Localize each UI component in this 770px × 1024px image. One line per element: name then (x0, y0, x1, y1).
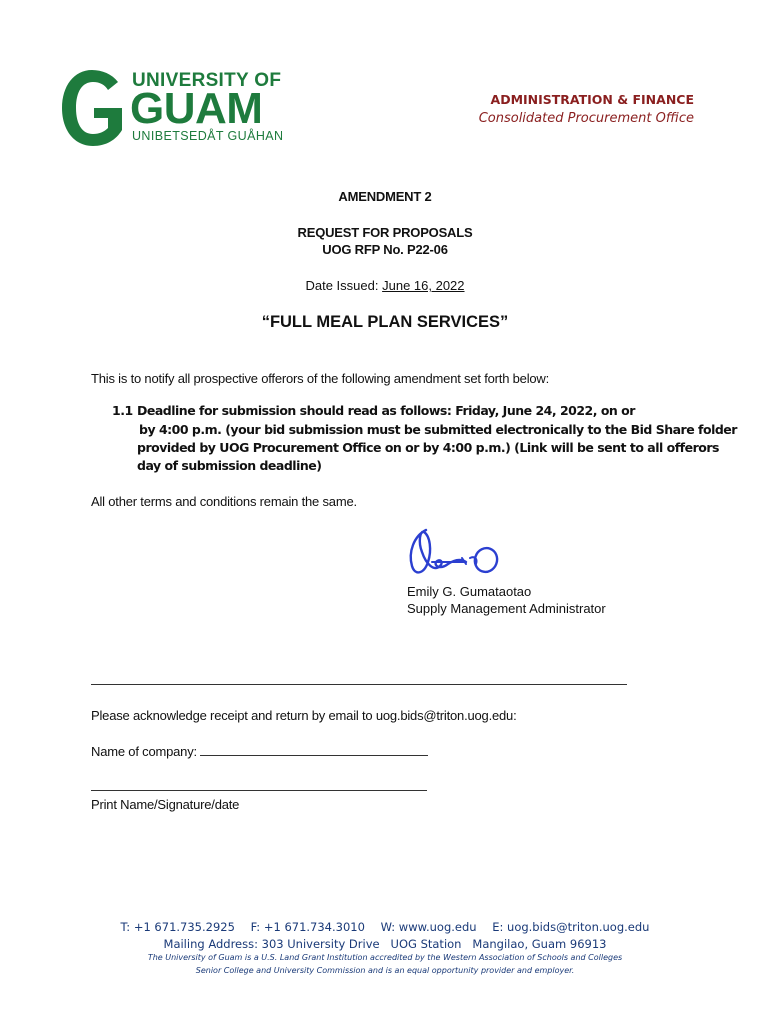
item-line: Deadline for submission should read as follows: Friday, June 24, 2022, on or (137, 403, 635, 418)
company-name-field[interactable] (91, 743, 428, 759)
date-issued-label: Date Issued: (305, 278, 379, 293)
logo-line-chamorro: UNIBETSEDÅT GUÅHAN (132, 129, 284, 143)
logo-line-university-of: UNIVERSITY OF (132, 70, 282, 91)
footer-accreditation-line1: The University of Guam is a U.S. Land Grant Institution accredited by the Western Association of Schools and Colleges (147, 953, 623, 962)
intro-paragraph: This is to notify all prospective offerors of the following amendment set forth below: (91, 371, 550, 386)
item-line: provided by UOG Procurement Office on or by 4:00 p.m.) (Link will be sent to all offerors (137, 440, 719, 455)
university-logo (60, 68, 284, 148)
signer-name: Emily G. Gumataotao (407, 584, 532, 599)
signer-title: Supply Management Administrator (407, 601, 606, 616)
amendment-heading: AMENDMENT 2 (338, 189, 432, 204)
department-heading: ADMINISTRATION & FINANCE (490, 92, 694, 107)
date-issued-value: June 16, 2022 (382, 278, 465, 293)
company-name-blank[interactable] (200, 743, 428, 756)
footer-address: Mailing Address: 303 University Drive UOG Station Mangilao, Guam 96913 (163, 937, 607, 951)
uog-g-emblem-icon (60, 68, 126, 148)
logo-line-guam: GUAM (130, 84, 263, 133)
handwritten-signature (404, 522, 514, 582)
footer-web[interactable]: W: www.uog.edu (380, 920, 477, 934)
date-issued (0, 278, 770, 293)
item-line: day of submission deadline) (137, 458, 322, 473)
rfp-heading: REQUEST FOR PROPOSALS (297, 225, 473, 240)
project-title: “FULL MEAL PLAN SERVICES” (261, 313, 509, 331)
signature-blank[interactable] (91, 790, 427, 791)
rfp-number: UOG RFP No. P22-06 (322, 242, 448, 257)
footer-accreditation-line2: Senior College and University Commission and is an equal opportunity provider and employer. (195, 966, 575, 975)
footer-contacts (0, 920, 770, 934)
acknowledge-instruction: Please acknowledge receipt and return by email to uog.bids@triton.uog.edu: (91, 708, 517, 723)
item-number: 1.1 (112, 403, 133, 418)
signature-label: Print Name/Signature/date (91, 797, 240, 812)
footer-email[interactable]: E: uog.bids@triton.uog.edu (492, 920, 650, 934)
item-line: by 4:00 p.m. (your bid submission must be submitted electronically to the Bid Share folder (139, 422, 737, 437)
closing-paragraph: All other terms and conditions remain the same. (91, 494, 357, 509)
section-divider (91, 684, 627, 685)
footer-fax: F: +1 671.734.3010 (250, 920, 365, 934)
footer-phone: T: +1 671.735.2925 (120, 920, 235, 934)
company-name-label: Name of company: (91, 744, 197, 759)
office-subheading: Consolidated Procurement Office (478, 111, 694, 126)
